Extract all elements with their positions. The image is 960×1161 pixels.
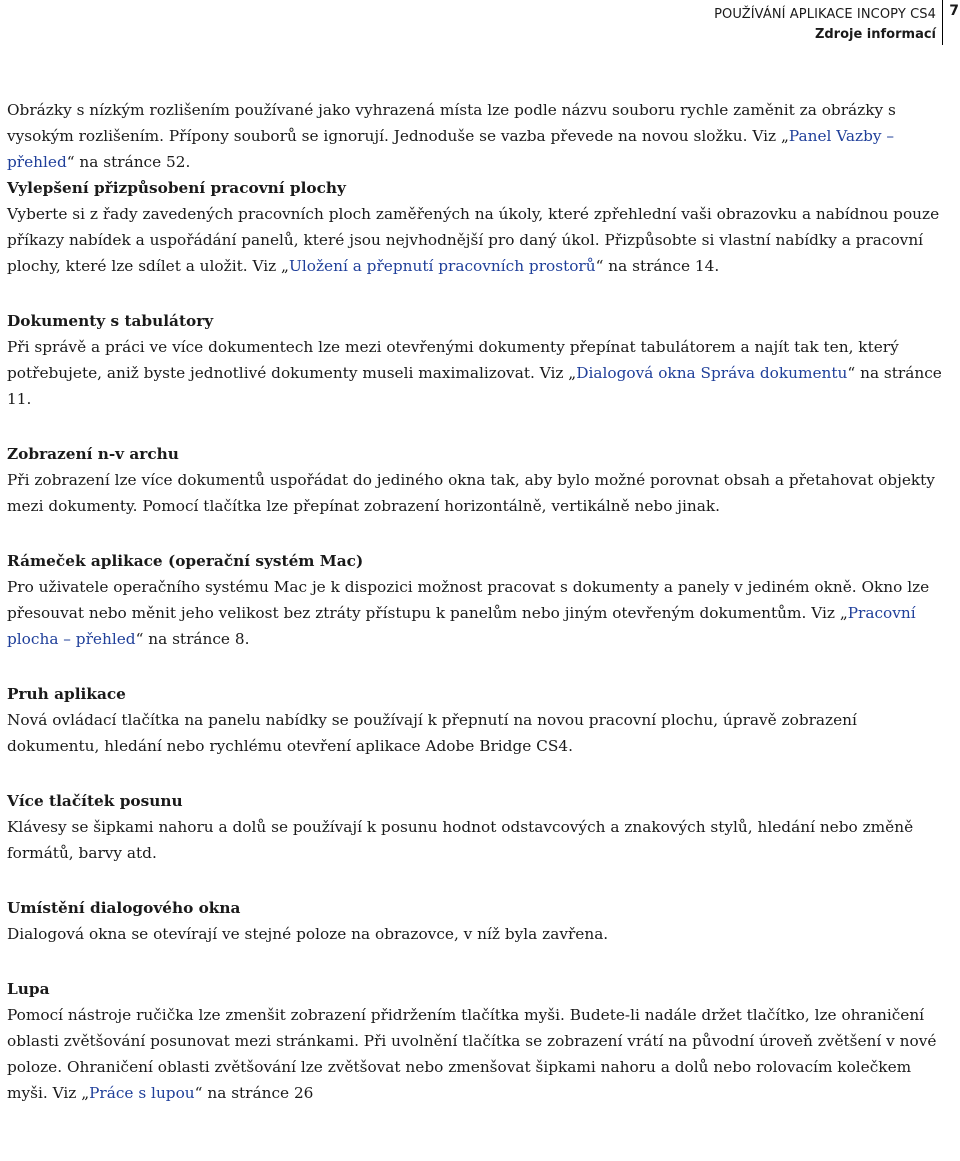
section-heading: Lupa [7, 980, 50, 998]
section-application-bar [7, 681, 942, 759]
section-heading: Zobrazení n-v archu [7, 445, 179, 463]
section-body [7, 467, 942, 519]
section-application-frame [7, 548, 942, 652]
body-link[interactable]: Dialogová okna Správa dokumentu [576, 364, 848, 382]
section-body [7, 574, 942, 652]
section-heading: Více tlačítek posunu [7, 792, 183, 810]
header-titles [714, 5, 936, 45]
intro-text-before: Obrázky s nízkým rozlišením používané jako vyhrazená místa lze podle názvu souboru rychle zaměnit za obrázky s vysokým rozlišením. Přípony souborů se ignorují. Jednoduše se vazba převede na novou složku. Viz „ [7, 101, 896, 145]
section-body [7, 201, 942, 279]
body-link[interactable]: Pracovní plocha – přehled [7, 604, 916, 648]
section-body [7, 814, 942, 866]
page-content [7, 97, 942, 1135]
section-loupe [7, 976, 942, 1106]
section-heading: Pruh aplikace [7, 685, 126, 703]
section-nudge-buttons [7, 788, 942, 866]
body-link[interactable]: Práce s lupou [89, 1084, 195, 1102]
body-text-before: Klávesy se šipkami nahoru a dolů se používají k posunu hodnot odstavcových a znakových stylů, hledání nebo změně formátů, barvy atd. [7, 818, 914, 862]
section-body [7, 1002, 942, 1106]
page-number: 7 [949, 3, 959, 19]
header-divider [942, 0, 943, 45]
section-tabbed-documents [7, 308, 942, 412]
body-link[interactable]: Uložení a přepnutí pracovních prostorů [288, 257, 596, 275]
body-text-before: Při zobrazení lze více dokumentů uspořádat do jediného okna tak, aby bylo možné porovnat obsah a přetahovat objekty mezi dokumenty. Pomocí tlačítka lze přepínat zobrazení horizontálně, vertikálně nebo jinak. [7, 471, 935, 515]
body-text-before: Pomocí nástroje ručička lze zmenšit zobrazení přidržením tlačítka myši. Budete-li nadále držet tlačítko, lze ohraničení oblasti zvětšování posunovat mezi stránkami. Při uvolnění tlačítka se zobrazení vrátí na původní úroveň zvětšení v nové poloze. Ohraničení oblasti zvětšování lze zvětšovat nebo zmenšovat šipkami nahoru a dolů nebo rolovacím kolečkem myši. Viz „ [7, 1006, 937, 1102]
body-text-after: “ na stránce 8. [135, 630, 250, 648]
page-header [0, 0, 960, 45]
running-title: POUŽÍVÁNÍ APLIKACE INCOPY CS4 [714, 7, 936, 22]
body-text-before: Pro uživatele operačního systému Mac je k dispozici možnost pracovat s dokumenty a panely v jediném okně. Okno lze přesouvat nebo měnit jeho velikost bez ztráty přístupu k panelům nebo jiným otevřeným dokumentům. Viz „ [7, 578, 930, 622]
body-text-after: “ na stránce 11. [7, 364, 942, 408]
intro-link[interactable]: Panel Vazby – přehled [7, 127, 895, 171]
section-body [7, 707, 942, 759]
section-title: Zdroje informací [814, 27, 936, 42]
body-text-after: “ na stránce 26 [194, 1084, 314, 1102]
section-heading: Umístění dialogového okna [7, 899, 241, 917]
body-text-before: Vyberte si z řady zavedených pracovních ploch zaměřených na úkoly, které zpřehlední vaši obrazovku a nabídnou pouze příkazy nabídek a uspořádání panelů, které jsou nejvhodnější pro daný úkol. Přizpůsobte si vlastní nabídky a pracovní plochy, které lze sdílet a uložit. Viz „ [7, 205, 940, 275]
section-heading: Vylepšení přizpůsobení pracovní plochy [7, 179, 346, 197]
body-text-before: Při správě a práci ve více dokumentech lze mezi otevřenými dokumenty přepínat tabulátorem a najít tak ten, který potřebujete, aniž byste jednotlivé dokumenty museli maximalizovat. Viz „ [7, 338, 899, 382]
body-text-after: “ na stránce 14. [595, 257, 720, 275]
section-heading: Rámeček aplikace (operační systém Mac) [7, 552, 364, 570]
section-body [7, 921, 942, 947]
intro-text-after: “ na stránce 52. [66, 153, 191, 171]
body-text-before: Dialogová okna se otevírají ve stejné poloze na obrazovce, v níž byla zavřena. [7, 925, 609, 943]
body-text-before: Nová ovládací tlačítka na panelu nabídky se používají k přepnutí na novou pracovní plochu, úpravě zobrazení dokumentu, hledání nebo rychlému otevření aplikace Adobe Bridge CS4. [7, 711, 857, 755]
section-workspace-customization [7, 175, 942, 279]
intro-paragraph [7, 97, 942, 175]
section-dialog-position [7, 895, 942, 947]
section-n-up-view [7, 441, 942, 519]
section-heading: Dokumenty s tabulátory [7, 312, 214, 330]
section-body [7, 334, 942, 412]
